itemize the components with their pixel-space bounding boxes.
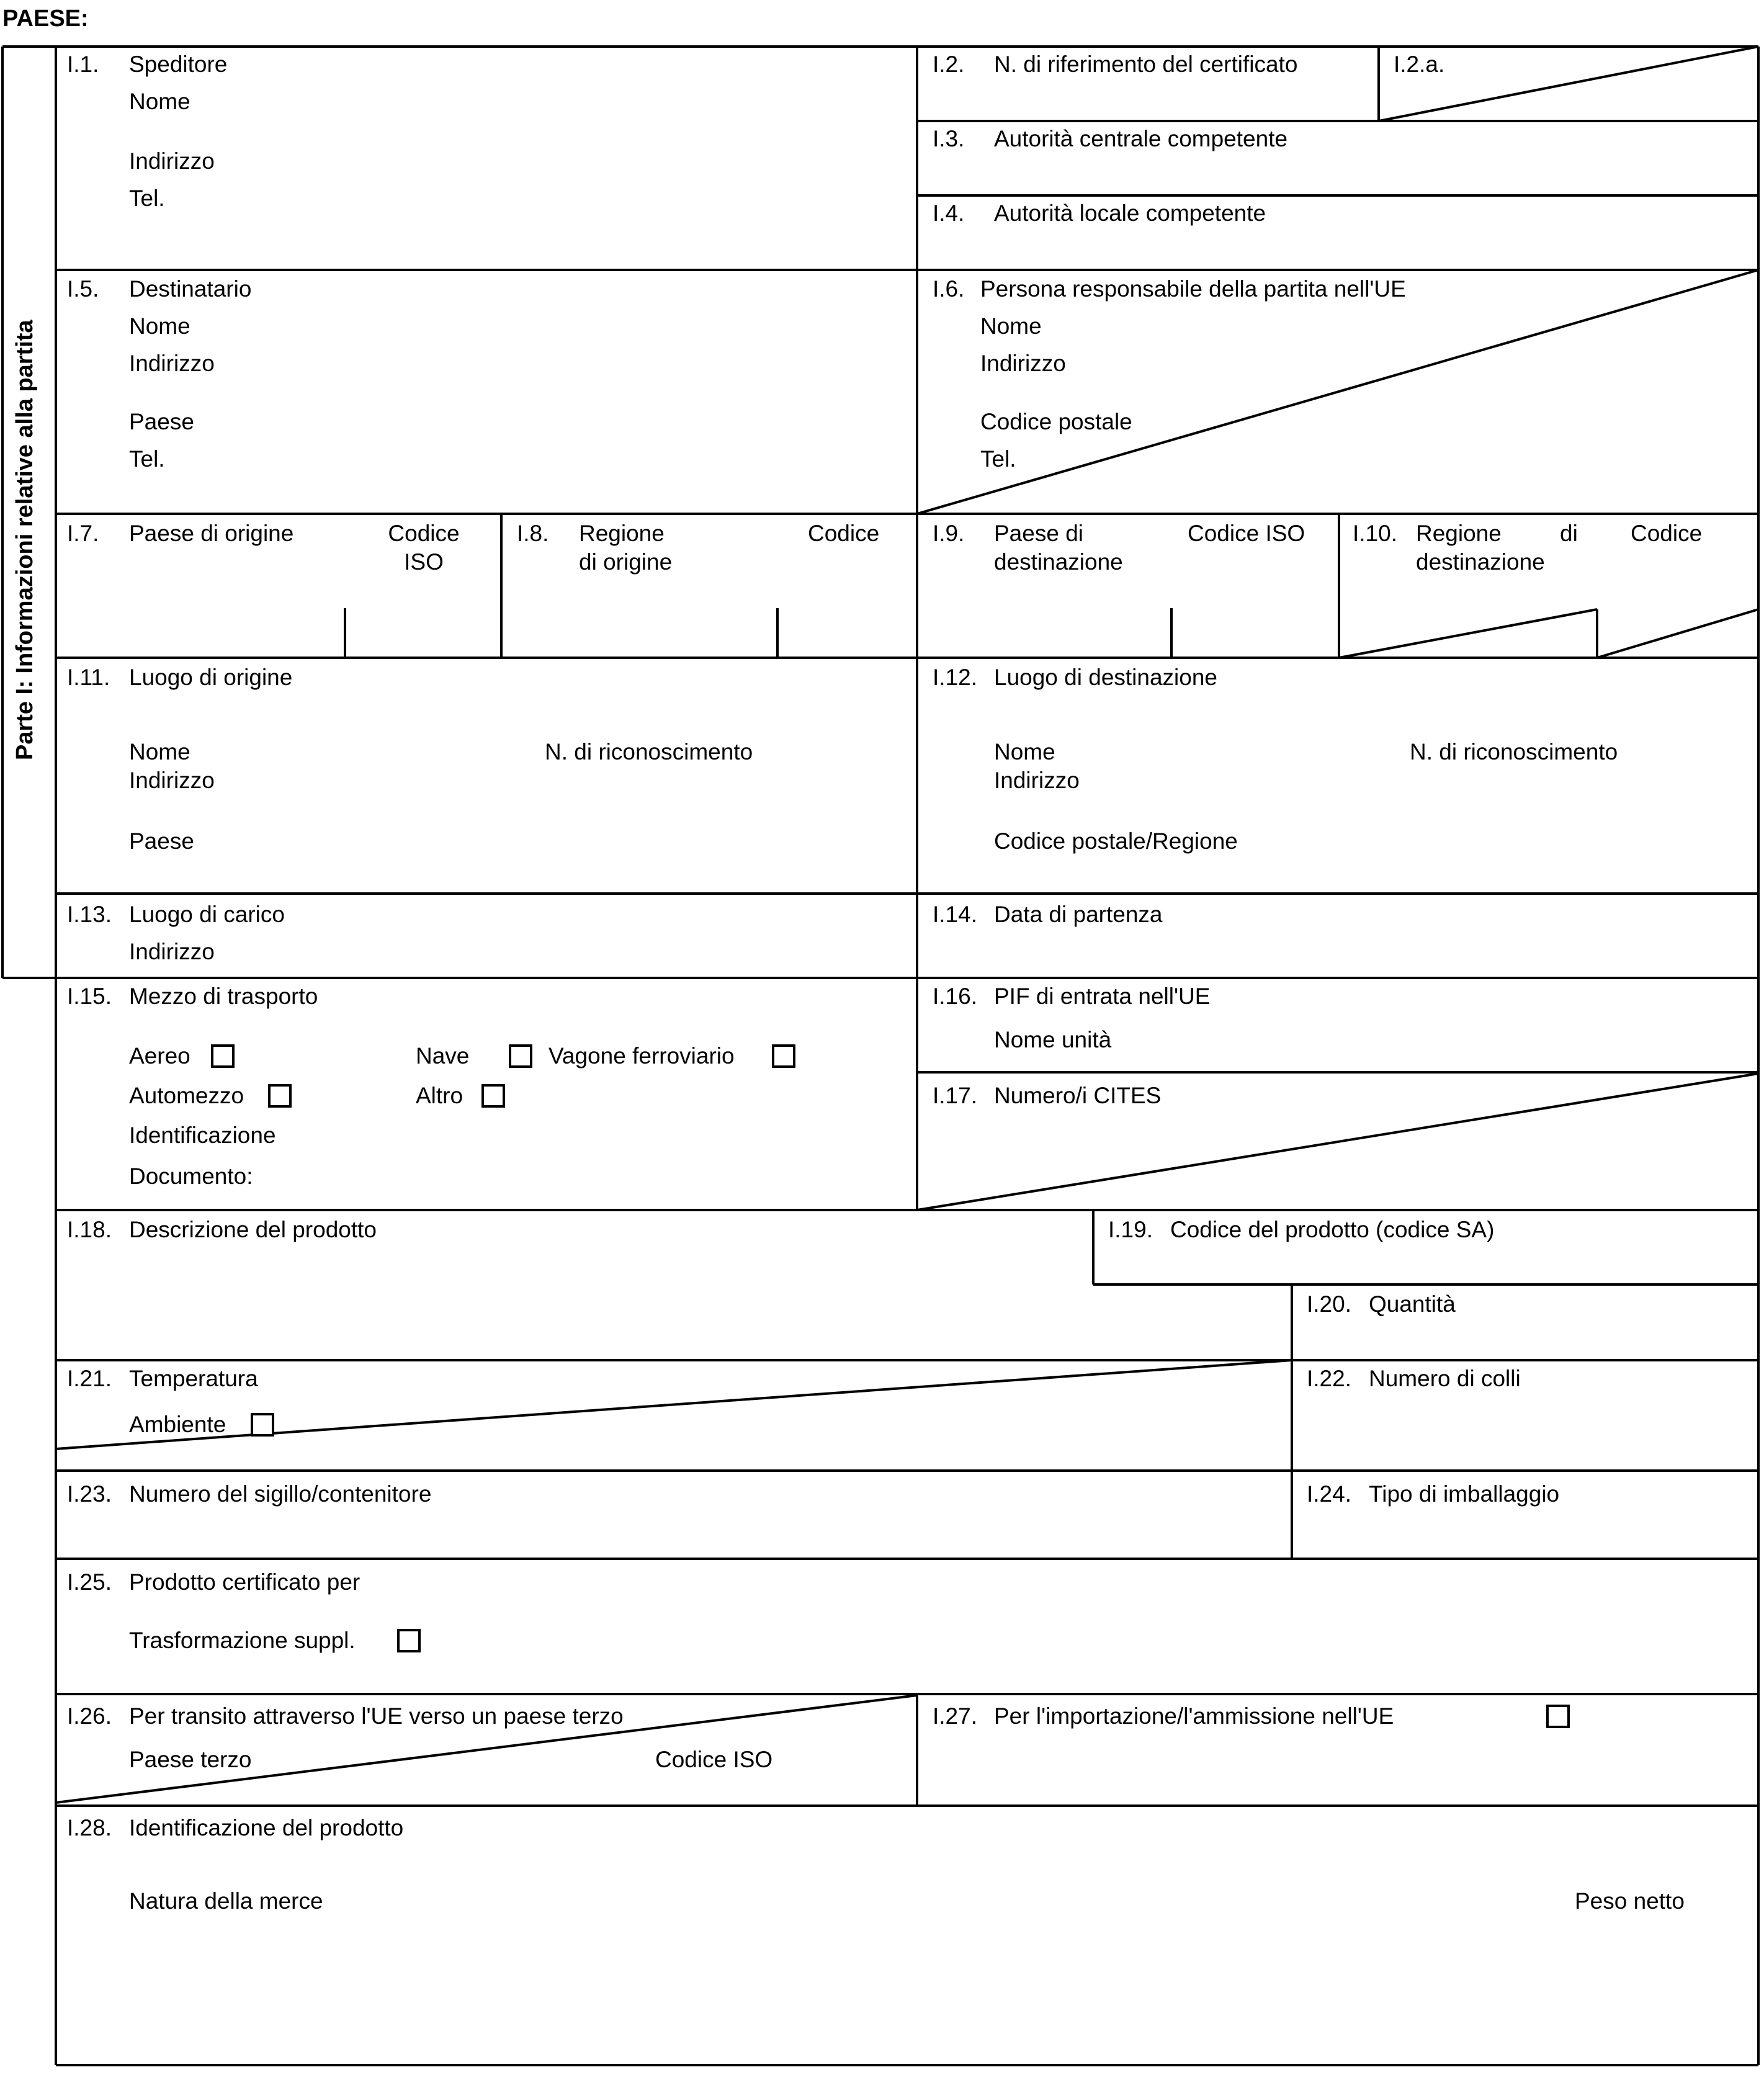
box-number-i13: I.13.	[67, 902, 112, 927]
box-number-i27: I.27.	[933, 1703, 977, 1729]
destination-postcode-region-label: Codice postale/Regione	[994, 828, 1238, 854]
import-admission-title: Per l'importazione/l'ammissione nell'UE	[994, 1703, 1394, 1729]
certificate-reference-title: N. di riferimento del certificato	[994, 52, 1298, 77]
packaging-type-title: Tipo di imballaggio	[1369, 1481, 1560, 1507]
entry-unit-name-label: Nome unità	[994, 1027, 1112, 1052]
transit-title: Per transito attraverso l'UE verso un paese terzo	[129, 1703, 624, 1729]
shipper-address-label: Indirizzo	[129, 148, 215, 174]
temperature-ambient-label: Ambiente	[129, 1412, 226, 1437]
region-of-origin-title-2: di origine	[579, 549, 673, 575]
departure-date-title: Data di partenza	[994, 902, 1163, 927]
place-of-destination-title: Luogo di destinazione	[994, 665, 1218, 690]
transport-railway-label: Vagone ferroviario	[548, 1043, 735, 1069]
box-number-i28: I.28.	[67, 1815, 112, 1840]
box-number-i8: I.8.	[517, 521, 549, 546]
destination-region-code-label: Codice	[1631, 521, 1703, 546]
box-number-i22: I.22.	[1307, 1366, 1351, 1391]
quantity-title: Quantità	[1369, 1291, 1456, 1317]
box-number-i26: I.26.	[67, 1703, 112, 1729]
box-number-i23: I.23.	[67, 1481, 112, 1507]
place-of-loading-title: Luogo di carico	[129, 902, 285, 927]
box-number-i7: I.7.	[67, 521, 99, 546]
origin-iso-code-label-2: ISO	[404, 549, 444, 575]
origin-place-address-label: Indirizzo	[129, 768, 215, 793]
country-of-destination-title: Paese di	[994, 521, 1083, 546]
box-number-i10: I.10.	[1353, 521, 1397, 546]
part-one-label: Parte I: Informazioni relative alla partita	[12, 320, 38, 760]
region-of-destination-title-di: di	[1560, 521, 1578, 546]
import-admission-checkbox[interactable]	[1546, 1705, 1570, 1728]
transport-ship-checkbox[interactable]	[509, 1044, 532, 1068]
box-number-i14: I.14.	[933, 902, 977, 927]
origin-iso-code-label: Codice	[388, 521, 460, 546]
box-number-i2: I.2.	[933, 52, 965, 77]
consignee-tel-label: Tel.	[129, 446, 165, 472]
country-of-destination-title-2: destinazione	[994, 549, 1123, 575]
responsible-name-label: Nome	[980, 313, 1042, 339]
box-number-i1: I.1.	[67, 52, 99, 77]
number-of-packages-title: Numero di colli	[1369, 1366, 1521, 1391]
consignee-title: Destinatario	[129, 276, 252, 302]
responsible-person-title: Persona responsabile della partita nell'UE	[980, 276, 1406, 302]
transport-document-label: Documento:	[129, 1163, 253, 1189]
box-number-i25: I.25.	[67, 1569, 112, 1595]
net-weight-label: Peso netto	[1575, 1888, 1685, 1914]
transport-other-label: Altro	[416, 1083, 463, 1108]
responsible-postcode-label: Codice postale	[980, 409, 1132, 434]
cites-number-title: Numero/i CITES	[994, 1083, 1162, 1108]
destination-approval-number-label: N. di riconoscimento	[1410, 739, 1618, 764]
origin-place-country-label: Paese	[129, 828, 194, 854]
local-authority-title: Autorità locale competente	[994, 200, 1266, 226]
temperature-ambient-checkbox[interactable]	[251, 1413, 274, 1437]
further-processing-checkbox[interactable]	[397, 1629, 421, 1652]
consignee-country-label: Paese	[129, 409, 194, 434]
third-country-iso-code-label: Codice ISO	[655, 1747, 773, 1772]
box-number-i21: I.21.	[67, 1366, 112, 1391]
third-country-label: Paese terzo	[129, 1747, 252, 1772]
seal-container-number-title: Numero del sigillo/contenitore	[129, 1481, 432, 1507]
transport-ship-label: Nave	[416, 1043, 470, 1069]
region-of-destination-title-2: destinazione	[1416, 549, 1545, 575]
box-number-i2a: I.2.a.	[1394, 52, 1445, 77]
box-number-i18: I.18.	[67, 1217, 112, 1242]
region-of-destination-title: Regione	[1416, 521, 1502, 546]
origin-approval-number-label: N. di riconoscimento	[545, 739, 753, 764]
box-number-i24: I.24.	[1307, 1481, 1351, 1507]
central-authority-title: Autorità centrale competente	[994, 126, 1288, 151]
consignee-address-label: Indirizzo	[129, 351, 215, 376]
box-number-i16: I.16.	[933, 984, 977, 1009]
shipper-tel-label: Tel.	[129, 186, 165, 211]
loading-address-label: Indirizzo	[129, 939, 215, 964]
shipper-title: Speditore	[129, 52, 228, 77]
country-of-origin-title: Paese di origine	[129, 521, 294, 546]
box-number-i9: I.9.	[933, 521, 965, 546]
box-number-i20: I.20.	[1307, 1291, 1351, 1317]
transport-identification-label: Identificazione	[129, 1123, 276, 1148]
transport-aeroplane-checkbox[interactable]	[211, 1044, 235, 1068]
box-number-i4: I.4.	[933, 200, 965, 226]
transport-road-label: Automezzo	[129, 1083, 244, 1108]
means-of-transport-title: Mezzo di trasporto	[129, 984, 318, 1009]
shipper-name-label: Nome	[129, 89, 190, 114]
box-number-i11: I.11.	[67, 665, 110, 690]
transport-aeroplane-label: Aereo	[129, 1043, 190, 1069]
certified-for-title: Prodotto certificato per	[129, 1569, 360, 1595]
transport-road-checkbox[interactable]	[268, 1084, 292, 1108]
box-number-i5: I.5.	[67, 276, 99, 302]
nature-of-commodity-label: Natura della merce	[129, 1888, 323, 1914]
commodity-identification-title: Identificazione del prodotto	[129, 1815, 404, 1840]
region-of-origin-title: Regione	[579, 521, 665, 546]
entry-bip-title: PIF di entrata nell'UE	[994, 984, 1211, 1009]
origin-region-code-label: Codice	[808, 521, 880, 546]
destination-place-name-label: Nome	[994, 739, 1055, 764]
responsible-tel-label: Tel.	[980, 446, 1016, 472]
transport-railway-checkbox[interactable]	[772, 1044, 795, 1068]
commodity-code-title: Codice del prodotto (codice SA)	[1170, 1217, 1495, 1242]
box-number-i15: I.15.	[67, 984, 112, 1009]
responsible-address-label: Indirizzo	[980, 351, 1066, 376]
box-number-i17: I.17.	[933, 1083, 977, 1108]
place-of-origin-title: Luogo di origine	[129, 665, 293, 690]
destination-iso-code-label: Codice ISO	[1188, 521, 1305, 546]
temperature-title: Temperatura	[129, 1366, 258, 1391]
consignee-name-label: Nome	[129, 313, 190, 339]
transport-other-checkbox[interactable]	[481, 1084, 505, 1108]
destination-place-address-label: Indirizzo	[994, 768, 1080, 793]
origin-place-name-label: Nome	[129, 739, 190, 764]
country-label: PAESE:	[2, 6, 89, 32]
box-number-i3: I.3.	[933, 126, 965, 151]
commodity-description-title: Descrizione del prodotto	[129, 1217, 377, 1242]
box-number-i6: I.6.	[933, 276, 965, 302]
box-number-i12: I.12.	[933, 665, 977, 690]
further-processing-label: Trasformazione suppl.	[129, 1628, 356, 1653]
box-number-i19: I.19.	[1108, 1217, 1153, 1242]
